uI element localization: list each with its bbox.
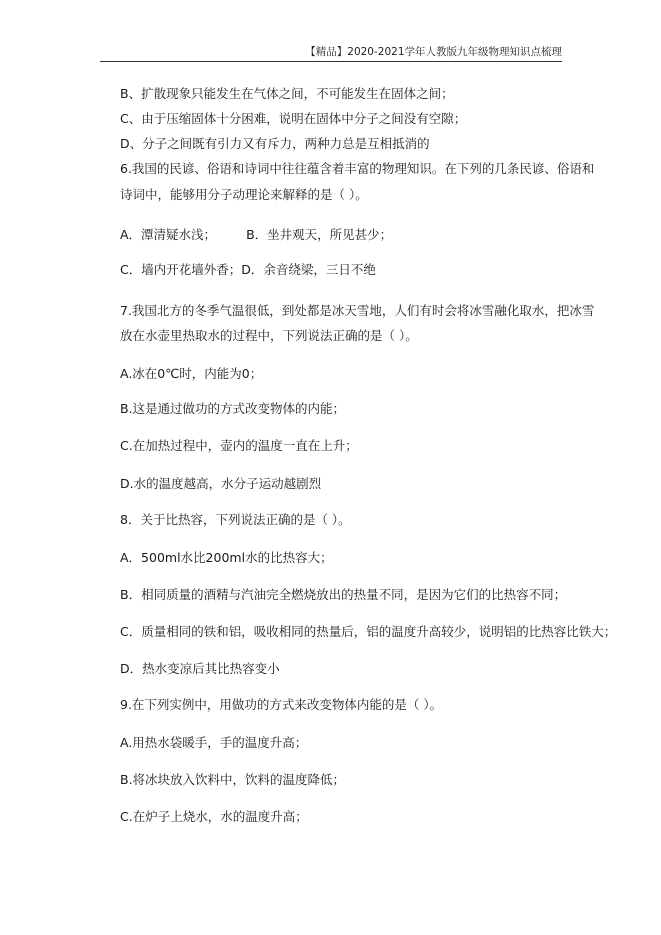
question-7-option-c: C.在加热过程中，壶内的温度一直在上升； — [120, 438, 358, 453]
option-b-diffusion: B、扩散现象只能发生在气体之间，不可能发生在固体之间； — [120, 86, 454, 101]
question-9-option-b: B.将冰块放入饮料中，饮料的温度降低； — [120, 772, 346, 787]
page-header: 【精品】2020-2021学年人教版九年级物理知识点梳理 — [305, 46, 562, 58]
question-8-option-b: B．相同质量的酒精与汽油完全燃烧放出的热量不同，是因为它们的比热容不同； — [120, 587, 567, 602]
question-7-option-d: D.水的温度越高，水分子运动越剧烈 — [120, 476, 322, 491]
question-6-line-2: 诗词中，能够用分子动理论来解释的是（ ）。 — [120, 187, 368, 202]
question-8-option-c: C．质量相同的铁和铝，吸收相同的热量后，铝的温度升高较少，说明铝的比热容比铁大； — [120, 624, 617, 639]
question-6-options-cd: C．墙内开花墙外香；D．余音绕梁，三日不绝 — [120, 262, 376, 277]
question-9-stem: 9.在下列实例中，用做功的方式来改变物体内能的是（ ）。 — [120, 697, 443, 712]
question-9-option-c: C.在炉子上烧水，水的温度升高； — [120, 809, 308, 824]
question-8-option-a: A．500ml水比200ml水的比热容大； — [120, 550, 333, 565]
question-7-option-a: A.冰在0℃时，内能为0； — [120, 366, 263, 381]
question-6-option-a: A．潭清疑水浅； — [120, 227, 217, 242]
option-d-molecular-force: D、分子之间既有引力又有斥力，两种力总是互相抵消的 — [120, 136, 430, 151]
question-7-line-2: 放在水壶里热取水的过程中，下列说法正确的是（ ）。 — [120, 328, 418, 343]
question-9-option-a: A.用热水袋暖手，手的温度升高； — [120, 735, 308, 750]
header-divider — [100, 61, 562, 62]
option-c-compression: C、由于压缩固体十分困难，说明在固体中分子之间没有空隙； — [120, 111, 467, 126]
question-6-option-b: B．坐井观天，所见甚少； — [246, 227, 393, 242]
question-7-line-1: 7.我国北方的冬季气温很低，到处都是冰天雪地，人们有时会将冰雪融化取水，把冰雪 — [120, 303, 595, 318]
question-7-option-b: B.这是通过做功的方式改变物体的内能； — [120, 401, 346, 416]
question-8-option-d: D．热水变凉后其比热容变小 — [120, 661, 280, 676]
question-8-stem: 8．关于比热容，下列说法正确的是（ ）。 — [120, 512, 351, 527]
question-6-options-ab — [120, 227, 392, 243]
question-6-line-1: 6.我国的民谚、俗语和诗词中往往蕴含着丰富的物理知识。在下列的几条民谚、俗语和 — [120, 161, 595, 176]
